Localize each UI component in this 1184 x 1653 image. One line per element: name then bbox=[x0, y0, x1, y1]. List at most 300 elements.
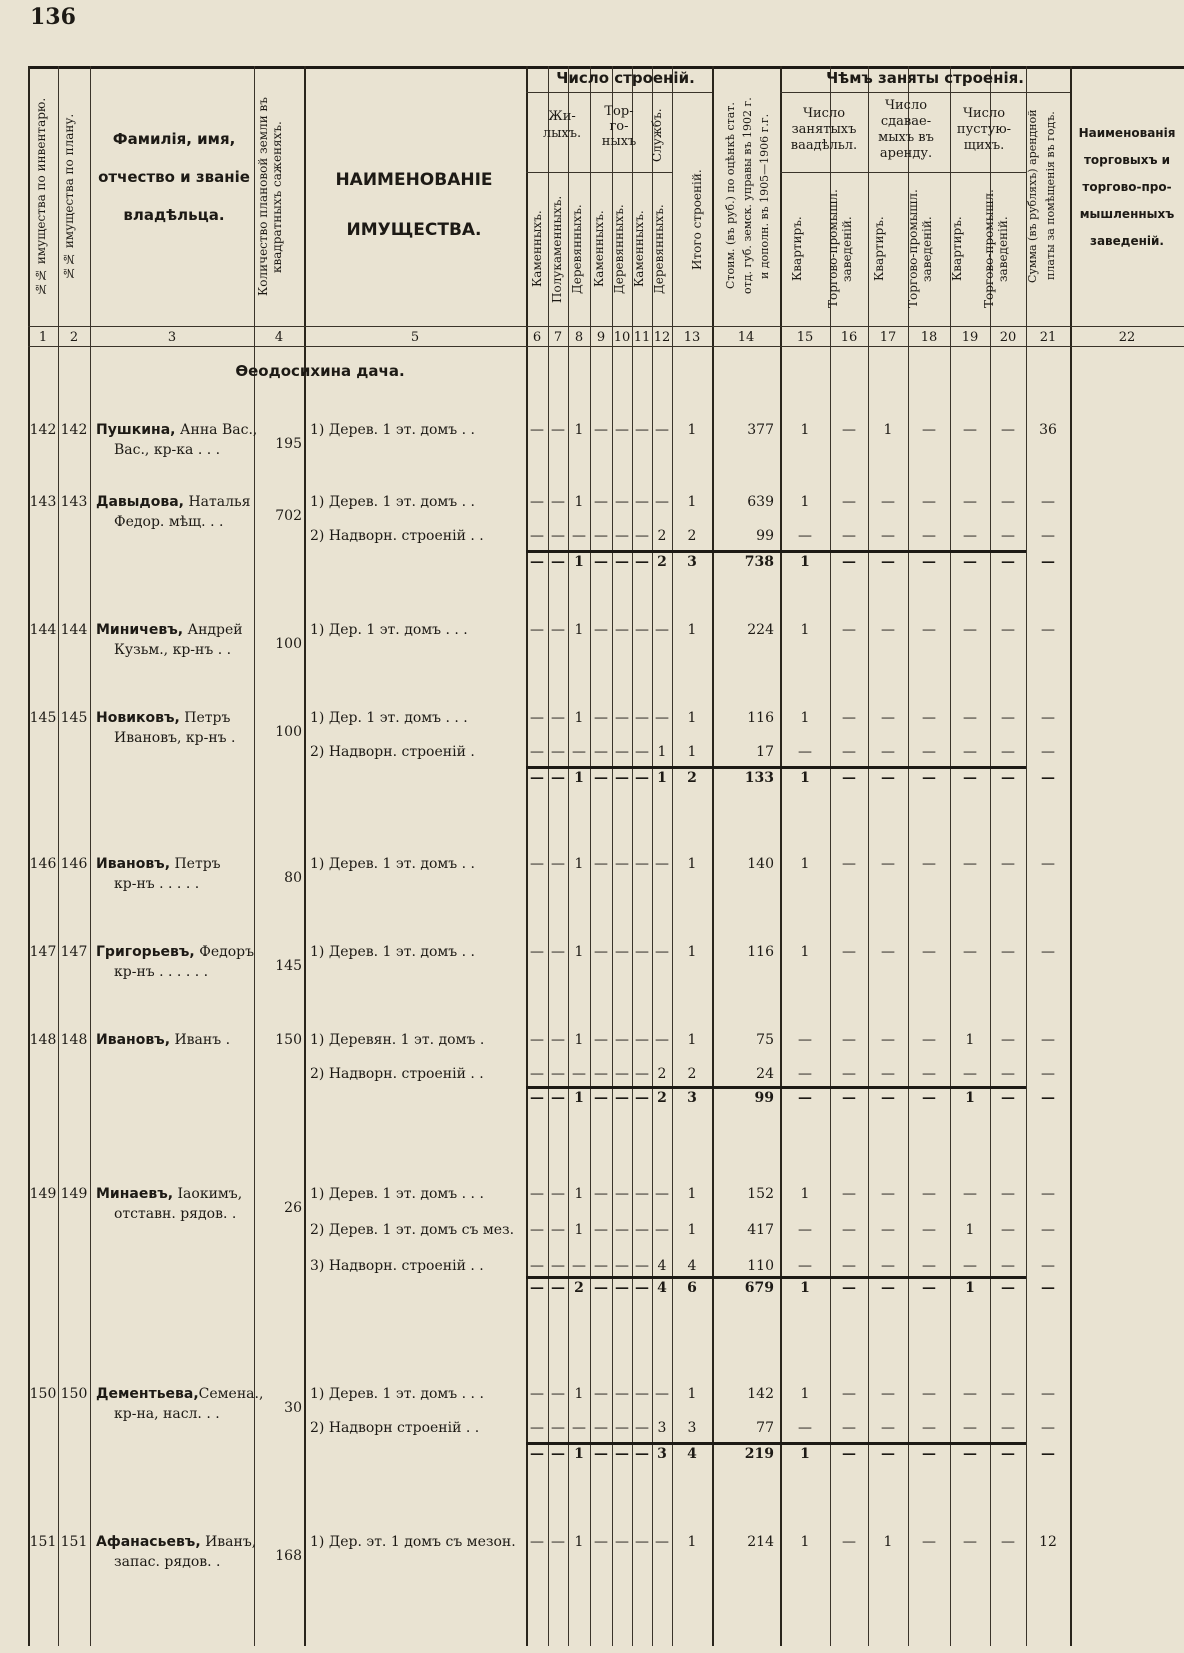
row-value: 1 bbox=[883, 1534, 893, 1550]
subtotal-value: 1 bbox=[574, 1446, 584, 1462]
row-value: — bbox=[594, 710, 608, 726]
subtotal-value: — bbox=[798, 1090, 812, 1106]
inventory-number: 144 bbox=[29, 622, 57, 638]
row-value: — bbox=[963, 528, 977, 544]
row-value: — bbox=[842, 1032, 856, 1048]
column-number: 7 bbox=[553, 330, 563, 345]
row-value: 12 bbox=[1039, 1534, 1057, 1550]
row-value: 1 bbox=[800, 1186, 810, 1202]
subtotal-value: — bbox=[1041, 1446, 1055, 1462]
row-value: — bbox=[551, 1032, 565, 1048]
row-value: — bbox=[881, 710, 895, 726]
subtotal-value: 1 bbox=[574, 1090, 584, 1106]
subtotal-value: — bbox=[842, 1090, 856, 1106]
row-value: — bbox=[655, 1222, 669, 1238]
subtotal-value: 219 bbox=[744, 1446, 774, 1462]
header-c20: Торгово-промышл. заведеній. bbox=[982, 189, 1010, 309]
owner-surname: Новиковъ, bbox=[96, 710, 180, 726]
subtotal-value: — bbox=[615, 770, 629, 786]
row-value: — bbox=[881, 1420, 895, 1436]
row-value: — bbox=[655, 944, 669, 960]
row-value: — bbox=[655, 622, 669, 638]
column-number: 14 bbox=[737, 330, 755, 345]
subtotal-value: — bbox=[551, 1446, 565, 1462]
property-item: 1) Дер. эт. 1 домъ съ мезон. bbox=[310, 1534, 516, 1550]
row-value: — bbox=[530, 710, 544, 726]
property-item: 1) Деревян. 1 эт. домъ . bbox=[310, 1032, 485, 1048]
inventory-number: 150 bbox=[29, 1386, 57, 1402]
subtotal-value: — bbox=[594, 554, 608, 570]
header-occupancy: Чѣмъ заняты строенія. bbox=[826, 69, 1024, 87]
row-value: — bbox=[1001, 710, 1015, 726]
row-value: 1 bbox=[574, 422, 584, 438]
row-value: — bbox=[1041, 744, 1055, 760]
row-value: — bbox=[1001, 1066, 1015, 1082]
column-number: 4 bbox=[274, 330, 284, 345]
row-value: — bbox=[615, 622, 629, 638]
row-value: — bbox=[842, 856, 856, 872]
row-value: 1 bbox=[687, 1186, 697, 1202]
inventory-number: 145 bbox=[29, 710, 57, 726]
row-value: — bbox=[551, 1386, 565, 1402]
row-value: — bbox=[842, 744, 856, 760]
row-value: — bbox=[1001, 744, 1015, 760]
row-value: — bbox=[922, 1534, 936, 1550]
subtotal-value: — bbox=[1001, 554, 1015, 570]
row-value: 2 bbox=[657, 1066, 667, 1082]
subtotal-value: — bbox=[594, 1280, 608, 1296]
row-value: — bbox=[551, 1258, 565, 1274]
header-c6: Каменныхъ. bbox=[530, 210, 544, 288]
row-value: — bbox=[1041, 1186, 1055, 1202]
row-value: — bbox=[594, 744, 608, 760]
row-value: 3 bbox=[657, 1420, 667, 1436]
row-value: — bbox=[1001, 944, 1015, 960]
row-value: — bbox=[922, 1066, 936, 1082]
row-value: — bbox=[594, 422, 608, 438]
row-value: — bbox=[798, 1222, 812, 1238]
row-value: — bbox=[615, 1222, 629, 1238]
inventory-number: 143 bbox=[29, 494, 57, 510]
owner-title: Ивановъ, кр-нъ . bbox=[114, 730, 236, 746]
row-value: — bbox=[594, 1386, 608, 1402]
row-value: 1 bbox=[574, 1222, 584, 1238]
property-item: 1) Дер. 1 эт. домъ . . . bbox=[310, 622, 468, 638]
subtotal-value: — bbox=[530, 554, 544, 570]
row-value: — bbox=[530, 1186, 544, 1202]
subtotal-value: — bbox=[615, 1280, 629, 1296]
row-value: — bbox=[922, 710, 936, 726]
row-value: — bbox=[1041, 528, 1055, 544]
row-value: — bbox=[963, 1534, 977, 1550]
subtotal-value: — bbox=[1001, 1280, 1015, 1296]
header-sub-rule bbox=[780, 172, 1026, 173]
column-number: 15 bbox=[796, 330, 814, 345]
row-value: 1 bbox=[800, 856, 810, 872]
owner-given-name: Іаокимъ, bbox=[173, 1186, 243, 1202]
row-value: — bbox=[881, 1222, 895, 1238]
row-value: 1 bbox=[574, 1186, 584, 1202]
subtotal-value: — bbox=[963, 554, 977, 570]
row-value: — bbox=[635, 1420, 649, 1436]
row-value: — bbox=[963, 1386, 977, 1402]
row-value: — bbox=[798, 1032, 812, 1048]
row-value: — bbox=[1001, 1258, 1015, 1274]
owner-title: запас. рядов. . bbox=[114, 1554, 221, 1570]
property-item: 2) Надворн. строеній . . bbox=[310, 528, 484, 544]
column-number: 13 bbox=[683, 330, 701, 345]
plan-number: 146 bbox=[60, 856, 88, 872]
row-value: — bbox=[842, 1534, 856, 1550]
row-value: — bbox=[530, 856, 544, 872]
header-c7: Полукаменныхъ. bbox=[550, 195, 564, 303]
row-value: 1 bbox=[657, 744, 667, 760]
row-value: — bbox=[635, 494, 649, 510]
subtotal-value: 3 bbox=[687, 554, 697, 570]
row-value: 1 bbox=[574, 856, 584, 872]
owner-given-name: Семена., bbox=[198, 1386, 264, 1402]
row-value: — bbox=[922, 856, 936, 872]
column-rule bbox=[304, 66, 306, 1646]
row-value: — bbox=[594, 1186, 608, 1202]
owner-surname: Афанасьевъ, bbox=[96, 1534, 201, 1550]
header-c8: Деревянныхъ. bbox=[570, 204, 584, 294]
column-number: 5 bbox=[410, 330, 420, 345]
row-value: — bbox=[963, 622, 977, 638]
row-value: — bbox=[615, 944, 629, 960]
owner-title: Кузьм., кр-нъ . . bbox=[114, 642, 232, 658]
property-item: 1) Дерев. 1 эт. домъ . . bbox=[310, 944, 476, 960]
row-value: — bbox=[655, 856, 669, 872]
header-c11: Каменныхъ. bbox=[632, 210, 646, 288]
row-value: — bbox=[963, 744, 977, 760]
subtotal-value: — bbox=[530, 1280, 544, 1296]
row-value: — bbox=[572, 1258, 586, 1274]
row-value: — bbox=[635, 1066, 649, 1082]
property-item: 1) Дерев. 1 эт. домъ . . . bbox=[310, 1186, 484, 1202]
owner-surname: Пушкина, bbox=[96, 422, 176, 438]
row-value: 1 bbox=[800, 710, 810, 726]
owner-title: Вас., кр-ка . . . bbox=[114, 442, 221, 458]
row-value: — bbox=[963, 422, 977, 438]
subtotal-value: — bbox=[922, 1280, 936, 1296]
row-value: — bbox=[530, 494, 544, 510]
owner-name bbox=[96, 856, 252, 872]
row-value: — bbox=[1001, 1386, 1015, 1402]
plan-number: 143 bbox=[60, 494, 88, 510]
subtotal-rule bbox=[526, 766, 1026, 769]
owner-name bbox=[96, 710, 252, 726]
row-value: — bbox=[635, 422, 649, 438]
subtotal-value: — bbox=[963, 1446, 977, 1462]
row-value: — bbox=[922, 1386, 936, 1402]
inventory-number: 147 bbox=[29, 944, 57, 960]
row-value: — bbox=[615, 528, 629, 544]
owner-name bbox=[96, 494, 252, 510]
plan-number: 145 bbox=[60, 710, 88, 726]
subtotal-value: — bbox=[842, 554, 856, 570]
owner-name bbox=[96, 1534, 257, 1550]
header-owner: Фамилія, имя, отчество и званіе владѣльца. bbox=[98, 130, 250, 224]
owner-given-name: Андрей bbox=[183, 622, 243, 638]
subtotal-value: — bbox=[963, 770, 977, 786]
property-item: 2) Надворн строеній . . bbox=[310, 1420, 480, 1436]
property-item: 1) Дерев. 1 эт. домъ . . . bbox=[310, 1386, 484, 1402]
subtotal-value: — bbox=[594, 770, 608, 786]
row-value: — bbox=[842, 1066, 856, 1082]
row-value: 1 bbox=[687, 494, 697, 510]
column-number: 1 bbox=[38, 330, 48, 345]
row-value: — bbox=[922, 1032, 936, 1048]
header-sub-rule bbox=[526, 172, 672, 173]
row-value: — bbox=[881, 1258, 895, 1274]
row-value: — bbox=[551, 1222, 565, 1238]
land-area: 168 bbox=[275, 1548, 302, 1564]
subtotal-value: 2 bbox=[687, 770, 697, 786]
column-number: 9 bbox=[596, 330, 606, 345]
section-title: Өеодосихина дача. bbox=[235, 362, 405, 380]
inventory-number: 148 bbox=[29, 1032, 57, 1048]
subtotal-value: 1 bbox=[965, 1090, 975, 1106]
row-value: — bbox=[530, 1386, 544, 1402]
row-value: 1 bbox=[687, 1222, 697, 1238]
land-area: 80 bbox=[284, 870, 302, 886]
owner-surname: Давыдова, bbox=[96, 494, 184, 510]
subtotal-rule bbox=[526, 1442, 1026, 1445]
header-group-rule bbox=[526, 92, 712, 93]
row-value: 1 bbox=[687, 1534, 697, 1550]
row-value: — bbox=[881, 1386, 895, 1402]
row-value: — bbox=[1001, 1222, 1015, 1238]
row-value: — bbox=[655, 710, 669, 726]
row-value: 1 bbox=[687, 710, 697, 726]
subtotal-value: 1 bbox=[657, 770, 667, 786]
row-value: 1 bbox=[574, 1032, 584, 1048]
header-trade: Тор- го- ныхъ bbox=[601, 104, 637, 149]
row-value: — bbox=[1001, 1186, 1015, 1202]
row-value: — bbox=[530, 1534, 544, 1550]
row-value: 1 bbox=[687, 422, 697, 438]
header-inventory-number: №№ имущества по инвентарю. bbox=[34, 97, 48, 297]
column-number: 12 bbox=[653, 330, 671, 345]
row-value: — bbox=[572, 1420, 586, 1436]
row-value: — bbox=[798, 1066, 812, 1082]
subtotal-value: — bbox=[881, 1090, 895, 1106]
row-value: 4 bbox=[687, 1258, 697, 1274]
row-value: — bbox=[594, 1066, 608, 1082]
header-establishments: Наименованія торговыхъ и торгово-про- мышленныхъ заведеній. bbox=[1078, 126, 1176, 248]
row-value: — bbox=[881, 622, 895, 638]
row-value: — bbox=[615, 1420, 629, 1436]
row-value: 24 bbox=[756, 1066, 774, 1082]
row-value: — bbox=[1041, 1032, 1055, 1048]
column-number: 3 bbox=[167, 330, 177, 345]
subtotal-value: — bbox=[922, 1090, 936, 1106]
plan-number: 148 bbox=[60, 1032, 88, 1048]
owner-given-name: Петръ bbox=[179, 710, 231, 726]
row-value: — bbox=[551, 744, 565, 760]
row-value: — bbox=[594, 494, 608, 510]
owner-surname: Григорьевъ, bbox=[96, 944, 195, 960]
row-value: 1 bbox=[800, 622, 810, 638]
row-value: — bbox=[798, 528, 812, 544]
column-number-rule bbox=[28, 346, 1184, 347]
row-value: — bbox=[922, 494, 936, 510]
land-area: 100 bbox=[275, 724, 302, 740]
header-bottom-rule bbox=[28, 326, 1184, 327]
owner-name bbox=[96, 1032, 252, 1048]
row-value: 140 bbox=[747, 856, 774, 872]
header-service: Службъ. bbox=[650, 108, 664, 162]
row-value: 3 bbox=[687, 1420, 697, 1436]
subtotal-value: 1 bbox=[574, 554, 584, 570]
row-value: 1 bbox=[965, 1032, 975, 1048]
row-value: — bbox=[615, 1258, 629, 1274]
row-value: 1 bbox=[800, 494, 810, 510]
subtotal-value: — bbox=[530, 770, 544, 786]
row-value: — bbox=[1041, 622, 1055, 638]
column-number: 8 bbox=[574, 330, 584, 345]
row-value: — bbox=[635, 710, 649, 726]
owner-surname: Миничевъ, bbox=[96, 622, 184, 638]
row-value: — bbox=[655, 422, 669, 438]
row-value: 1 bbox=[574, 710, 584, 726]
row-value: — bbox=[1001, 528, 1015, 544]
row-value: — bbox=[551, 622, 565, 638]
row-value: — bbox=[530, 1420, 544, 1436]
header-owner-occupied: Число занятыхъ ваадѣльл. bbox=[790, 106, 858, 153]
row-value: — bbox=[922, 1186, 936, 1202]
column-number: 17 bbox=[879, 330, 897, 345]
row-value: 639 bbox=[747, 494, 774, 510]
row-value: — bbox=[635, 1534, 649, 1550]
row-value: — bbox=[615, 422, 629, 438]
row-value: — bbox=[881, 744, 895, 760]
plan-number: 142 bbox=[60, 422, 88, 438]
header-c19: Квартиръ. bbox=[950, 216, 964, 282]
row-value: — bbox=[922, 744, 936, 760]
row-value: — bbox=[963, 1420, 977, 1436]
land-area: 150 bbox=[275, 1032, 302, 1048]
owner-surname: Минаевъ, bbox=[96, 1186, 174, 1202]
column-number: 19 bbox=[961, 330, 979, 345]
row-value: 1 bbox=[800, 422, 810, 438]
row-value: — bbox=[798, 1420, 812, 1436]
subtotal-value: — bbox=[551, 770, 565, 786]
subtotal-value: — bbox=[635, 1280, 649, 1296]
owner-given-name: Иванъ . bbox=[170, 1032, 231, 1048]
row-value: — bbox=[922, 528, 936, 544]
row-value: — bbox=[551, 1534, 565, 1550]
subtotal-value: 99 bbox=[754, 1090, 774, 1106]
row-value: — bbox=[1041, 710, 1055, 726]
subtotal-value: 133 bbox=[744, 770, 774, 786]
row-value: 1 bbox=[574, 494, 584, 510]
row-value: — bbox=[963, 1066, 977, 1082]
column-number: 21 bbox=[1039, 330, 1057, 345]
column-number: 22 bbox=[1118, 330, 1136, 345]
row-value: 1 bbox=[800, 1534, 810, 1550]
row-value: 1 bbox=[687, 622, 697, 638]
subtotal-value: — bbox=[1001, 770, 1015, 786]
row-value: — bbox=[963, 710, 977, 726]
row-value: — bbox=[551, 856, 565, 872]
row-value: 110 bbox=[747, 1258, 774, 1274]
row-value: — bbox=[572, 528, 586, 544]
row-value: — bbox=[635, 1186, 649, 1202]
row-value: — bbox=[842, 622, 856, 638]
subtotal-value: — bbox=[1001, 1090, 1015, 1106]
row-value: — bbox=[655, 1032, 669, 1048]
owner-title: отставн. рядов. . bbox=[114, 1206, 237, 1222]
row-value: — bbox=[881, 1032, 895, 1048]
row-value: — bbox=[615, 710, 629, 726]
subtotal-value: — bbox=[635, 554, 649, 570]
row-value: 224 bbox=[747, 622, 774, 638]
row-value: 2 bbox=[687, 1066, 697, 1082]
subtotal-value: — bbox=[881, 1446, 895, 1462]
row-value: 377 bbox=[747, 422, 774, 438]
column-number: 11 bbox=[633, 330, 651, 345]
row-value: — bbox=[594, 1258, 608, 1274]
row-value: — bbox=[551, 528, 565, 544]
row-value: — bbox=[551, 1186, 565, 1202]
owner-given-name: Петръ bbox=[170, 856, 221, 872]
row-value: — bbox=[572, 1066, 586, 1082]
row-value: — bbox=[635, 1032, 649, 1048]
page-number: 136 bbox=[30, 4, 76, 30]
land-area: 195 bbox=[275, 436, 302, 452]
row-value: — bbox=[1041, 1258, 1055, 1274]
row-value: — bbox=[551, 1066, 565, 1082]
land-area: 30 bbox=[284, 1400, 302, 1416]
row-value: — bbox=[842, 1258, 856, 1274]
subtotal-value: — bbox=[842, 770, 856, 786]
row-value: — bbox=[635, 622, 649, 638]
row-value: — bbox=[842, 1420, 856, 1436]
subtotal-value: 2 bbox=[657, 1090, 667, 1106]
row-value: — bbox=[963, 1258, 977, 1274]
property-item: 3) Надворн. строеній . . bbox=[310, 1258, 484, 1274]
subtotal-value: — bbox=[551, 1090, 565, 1106]
subtotal-value: — bbox=[635, 770, 649, 786]
subtotal-value: 2 bbox=[574, 1280, 584, 1296]
row-value: 417 bbox=[747, 1222, 774, 1238]
row-value: — bbox=[1041, 494, 1055, 510]
row-value: — bbox=[881, 1066, 895, 1082]
row-value: — bbox=[1041, 1066, 1055, 1082]
row-value: 142 bbox=[747, 1386, 774, 1402]
subtotal-value: — bbox=[881, 554, 895, 570]
row-value: — bbox=[963, 494, 977, 510]
owner-title: кр-нъ . . . . . bbox=[114, 876, 200, 892]
header-valuation: Стоим. (въ руб.) по оцѣнкѣ стат. отд. губ. земск. управы въ 1902 г. и дополн. въ 1905—1906 г.г. bbox=[724, 97, 771, 295]
row-value: — bbox=[881, 494, 895, 510]
row-value: 75 bbox=[756, 1032, 774, 1048]
row-value: — bbox=[572, 744, 586, 760]
subtotal-value: 6 bbox=[687, 1280, 697, 1296]
row-value: 4 bbox=[657, 1258, 667, 1274]
row-value: — bbox=[594, 944, 608, 960]
row-value: 1 bbox=[687, 744, 697, 760]
row-value: — bbox=[922, 422, 936, 438]
row-value: — bbox=[530, 1066, 544, 1082]
row-value: — bbox=[842, 710, 856, 726]
row-value: — bbox=[1041, 1420, 1055, 1436]
row-value: — bbox=[655, 494, 669, 510]
subtotal-value: — bbox=[922, 1446, 936, 1462]
property-item: 1) Дерев. 1 эт. домъ . . bbox=[310, 422, 476, 438]
